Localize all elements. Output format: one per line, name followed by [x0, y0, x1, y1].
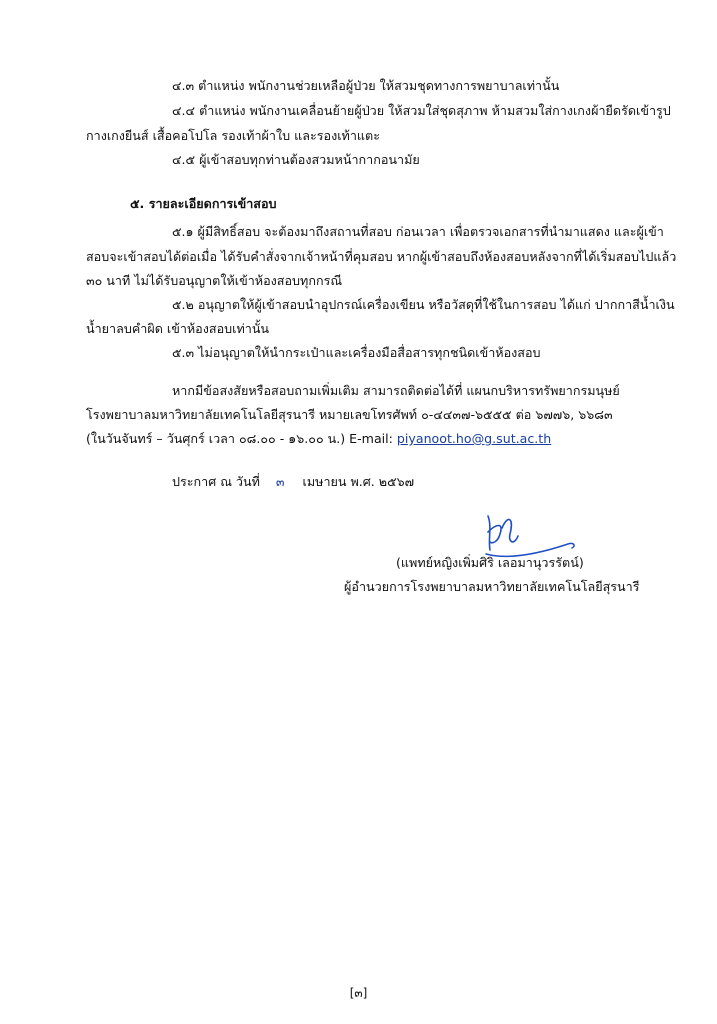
contact-line1: หากมีข้อสงสัยหรือสอบถามเพิ่มเติม สามารถติดต่อได้ที่ แผนกบริหารทรัพยากรมนุษย์: [172, 383, 620, 398]
item-5-2-line2: น้ำยาลบคำผิด เข้าห้องสอบเท่านั้น: [86, 321, 270, 336]
item-4-5: ๔.๕ ผู้เข้าสอบทุกท่านต้องสวมหน้ากากอนามัย: [172, 152, 420, 167]
email-link[interactable]: piyanoot.ho@g.sut.ac.th: [396, 431, 552, 446]
contact-hours: (ในวันจันทร์ – วันศุกร์ เวลา ๐๘.๐๐ - ๑๖.๐๐ น.) E-mail:: [86, 431, 397, 446]
section-5-heading: ๕. รายละเอียดการเข้าสอบ: [130, 196, 277, 211]
contact-line2: โรงพยาบาลมหาวิทยาลัยเทคโนโลยีสุรนารี หมายเลขโทรศัพท์ ๐-๔๔๓๗-๖๕๕๕ ต่อ ๖๗๗๖, ๖๖๘๓: [86, 407, 613, 422]
item-5-1-line1: ๕.๑ ผู้มีสิทธิ์สอบ จะต้องมาถึงสถานที่สอบ ก่อนเวลา เพื่อตรวจเอกสารที่นำมาแสดง และผู้เข้า: [172, 224, 664, 239]
announcement-month-year: เมษายน พ.ศ. ๒๕๖๗: [302, 474, 415, 489]
announcement-date: [172, 473, 414, 491]
item-5-3: ๕.๓ ไม่อนุญาตให้นำกระเป๋าและเครื่องมือสื่อสารทุกชนิดเข้าห้องสอบ: [172, 345, 541, 360]
item-4-4-line2: กางเกงยีนส์ เสื้อคอโปโล รองเท้าผ้าใบ และรองเท้าแตะ: [86, 128, 380, 143]
announcement-prefix: ประกาศ ณ วันที่: [172, 474, 260, 489]
item-4-3: ๔.๓ ตำแหน่ง พนักงานช่วยเหลือผู้ป่วย ให้สวมชุดทางการพยาบาลเท่านั้น: [172, 78, 560, 93]
signatory-name: (แพทย์หญิงเพิ่มศิริ เลอมานุวรรัตน์): [396, 555, 584, 570]
item-5-1-line3: ๓๐ นาที ไม่ได้รับอนุญาตให้เข้าห้องสอบทุกกรณี: [86, 273, 343, 288]
item-4-4-line1: ๔.๔ ตำแหน่ง พนักงานเคลื่อนย้ายผู้ป่วย ให้สวมใส่ชุดสุภาพ ห้ามสวมใส่กางเกงผ้ายืดรัดเข้ารูป: [172, 103, 671, 118]
announcement-day: ๓: [275, 474, 285, 489]
item-5-2-line1: ๕.๒ อนุญาตให้ผู้เข้าสอบนำอุปกรณ์เครื่องเขียน หรือวัสดุที่ใช้ในการสอบ ได้แก่ ปากกาสีน้ำเงิน: [172, 297, 675, 312]
item-5-1-line2: สอบจะเข้าสอบได้ต่อเมื่อ ได้รับคำสั่งจากเจ้าหน้าที่คุมสอบ หากผู้เข้าสอบถึงห้องสอบหลังจากที่ได้เริ่มสอบไปแล้ว: [86, 249, 677, 264]
page-number: [๓]: [349, 986, 368, 1000]
contact-line3: [86, 430, 551, 448]
signatory-title: ผู้อำนวยการโรงพยาบาลมหาวิทยาลัยเทคโนโลยีสุรนารี: [344, 579, 640, 594]
